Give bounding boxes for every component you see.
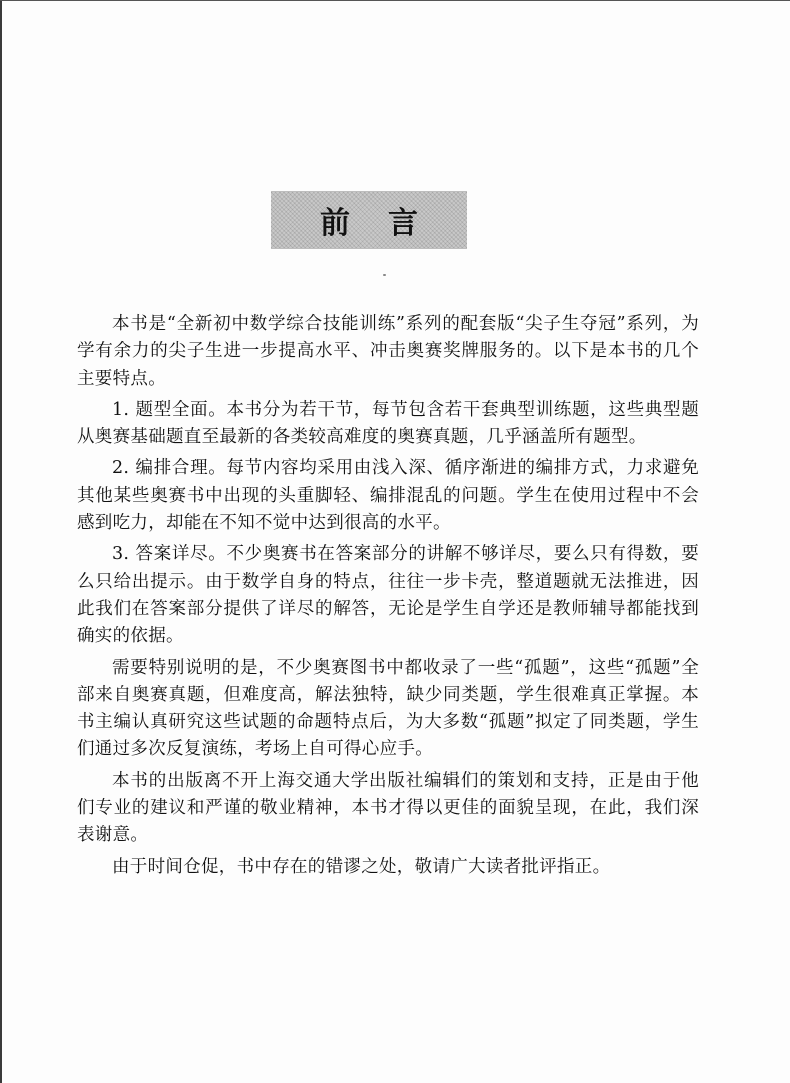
paragraph-feature-3: 3. 答案详尽。不少奥赛书在答案部分的讲解不够详尽，要么只有得数，要么只给出提示。由于数学自身的特点，往往一步卡壳，整道题就无法推进，因此我们在答案部分提供了详尽的解答，无论是学生自学还是教师辅导都能找到确实的依据。 [77, 544, 699, 647]
paragraph-acknowledgement: 本书的出版离不开上海交通大学出版社编辑们的策划和支持，正是由于他们专业的建议和严谨的敬业精神，本书才得以更佳的面貌呈现，在此，我们深表谢意。 [77, 770, 699, 846]
paragraph-special-note: 需要特别说明的是，不少奥赛图书中都收录了一些“孤题”，这些“孤题”全部来自奥赛真题，但难度高，解法独特，缺少同类题，学生很难真正掌握。本书主编认真研究这些试题的命题特点后，为大多数“孤题”拟定了同类题，学生们通过多次反复演练，考场上自可得心应手。 [77, 657, 699, 760]
paragraph-closing: 由于时间仓促，书中存在的错谬之处，敬请广大读者批评指正。 [112, 856, 611, 877]
paragraph-feature-2: 2. 编排合理。每节内容均采用由浅入深、循序渐进的编排方式，力求避免其他某些奥赛书中出现的头重脚轻、编排混乱的问题。学生在使用过程中不会感到吃力，却能在不知不觉中达到很高的水平。 [77, 458, 699, 534]
page-title: 前言 [320, 206, 456, 241]
page-edge-left [0, 0, 2, 1083]
page-edge-top [0, 0, 790, 1]
title-banner [271, 191, 467, 249]
print-speck [383, 274, 386, 276]
paragraph-feature-1: 1. 题型全面。本书分为若干节，每节包含若干套典型训练题，这些典型题从奥赛基础题直至最新的各类较高难度的奥赛真题，几乎涵盖所有题型。 [77, 399, 699, 448]
paragraph-intro: 本书是“全新初中数学综合技能训练”系列的配套版“尖子生夺冠”系列，为学有余力的尖子生进一步提高水平、冲击奥赛奖牌服务的。以下是本书的几个主要特点。 [77, 314, 699, 389]
preface-body [77, 311, 699, 881]
